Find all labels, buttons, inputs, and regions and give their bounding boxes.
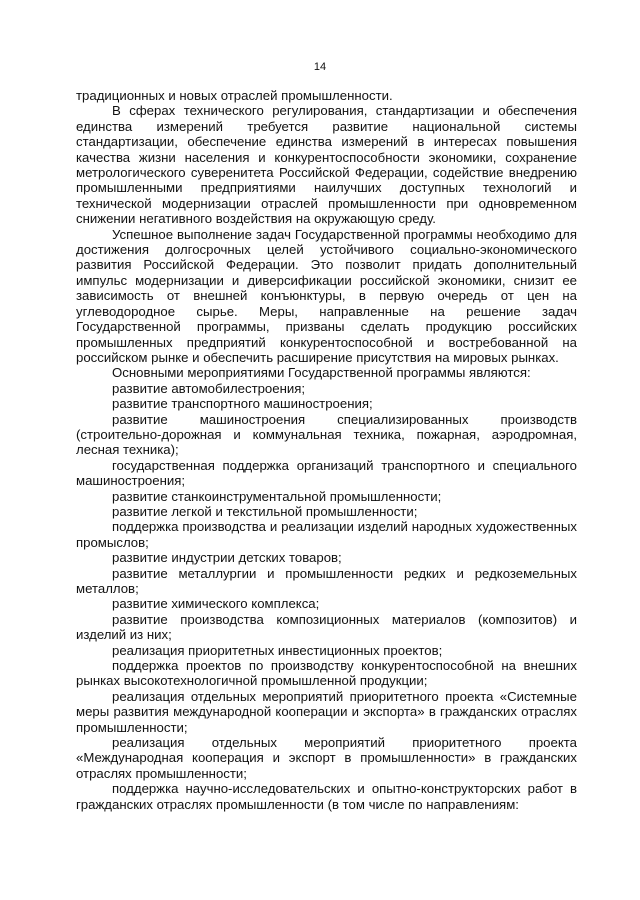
list-item: реализация отдельных мероприятий приоритетного проекта «Международная кооперация и экспорт в промышленности» в гражданских отраслях промышленности;	[76, 735, 577, 781]
paragraph-main-measures-intro: Основными мероприятиями Государственной программы являются:	[112, 365, 531, 381]
list-item: поддержка производства и реализации изделий народных художественных промыслов;	[76, 519, 577, 550]
document-body	[76, 88, 577, 812]
list-item: реализация приоритетных инвестиционных проектов;	[112, 642, 443, 658]
list-item: развитие машиностроения специализированных производств (строительно-дорожная и коммунальная техника, пожарная, аэродромная, лесная техника);	[76, 411, 577, 458]
list-item: развитие производства композиционных материалов (композитов) и изделий из них;	[76, 611, 577, 643]
list-item: государственная поддержка организаций транспортного и специального машиностроения;	[76, 457, 577, 489]
list-item: развитие легкой и текстильной промышленности;	[112, 503, 418, 519]
paragraph-technical-regulation: В сферах технического регулирования, стандартизации и обеспечения единства измерений требуется развитие национальной системы стандартизации, обеспечение единства измерений в интересах повышения качества жизни населения и конкурентоспособности экономики, сохранение метрологического суверенитета Российской Федерации, содействие внедрению промышленными предприятиями наилучших доступных технологий и технической модернизации отраслей промышленности при одновременном снижении негативного воздействия на окружающую среду.	[76, 103, 577, 227]
paragraph-program-goals: Успешное выполнение задач Государственной программы необходимо для достижения долгосрочных целей устойчивого социально-экономического развития Российской Федерации. Это позволит придать дополнительный импульс модернизации и диверсификации российской экономики, снизит ее зависимость от внешней конъюнктуры, в первую очередь от цен на углеводородное сырье. Меры, направленные на решение задач Государственной программы, призваны сделать продукцию российских промышленных предприятий конкурентоспособной и востребованной на российском рынке и обеспечить расширение присутствия на мировых рынках.	[76, 226, 577, 365]
paragraph-continuation: традиционных и новых отраслей промышленности.	[76, 88, 393, 103]
list-item: поддержка научно-исследовательских и опытно-конструкторских работ в гражданских отраслях промышленности (в том числе по направлениям:	[76, 781, 577, 812]
list-item: развитие транспортного машиностроения;	[112, 396, 373, 412]
list-item: развитие химического комплекса;	[112, 596, 320, 612]
list-item: развитие автомобилестроения;	[112, 380, 306, 396]
list-item: развитие индустрии детских товаров;	[112, 550, 342, 566]
measures-list	[76, 381, 577, 812]
list-item: развитие металлургии и промышленности редких и редкоземельных металлов;	[76, 565, 577, 596]
list-item: развитие станкоинструментальной промышленности;	[112, 488, 442, 504]
list-item: реализация отдельных мероприятий приоритетного проекта «Системные меры развития международной кооперации и экспорта» в гражданских отраслях промышленности;	[76, 688, 577, 735]
page-number: 14	[313, 61, 327, 73]
list-item: поддержка проектов по производству конкурентоспособной на внешних рынках высокотехнологичной промышленной продукции;	[76, 658, 577, 689]
